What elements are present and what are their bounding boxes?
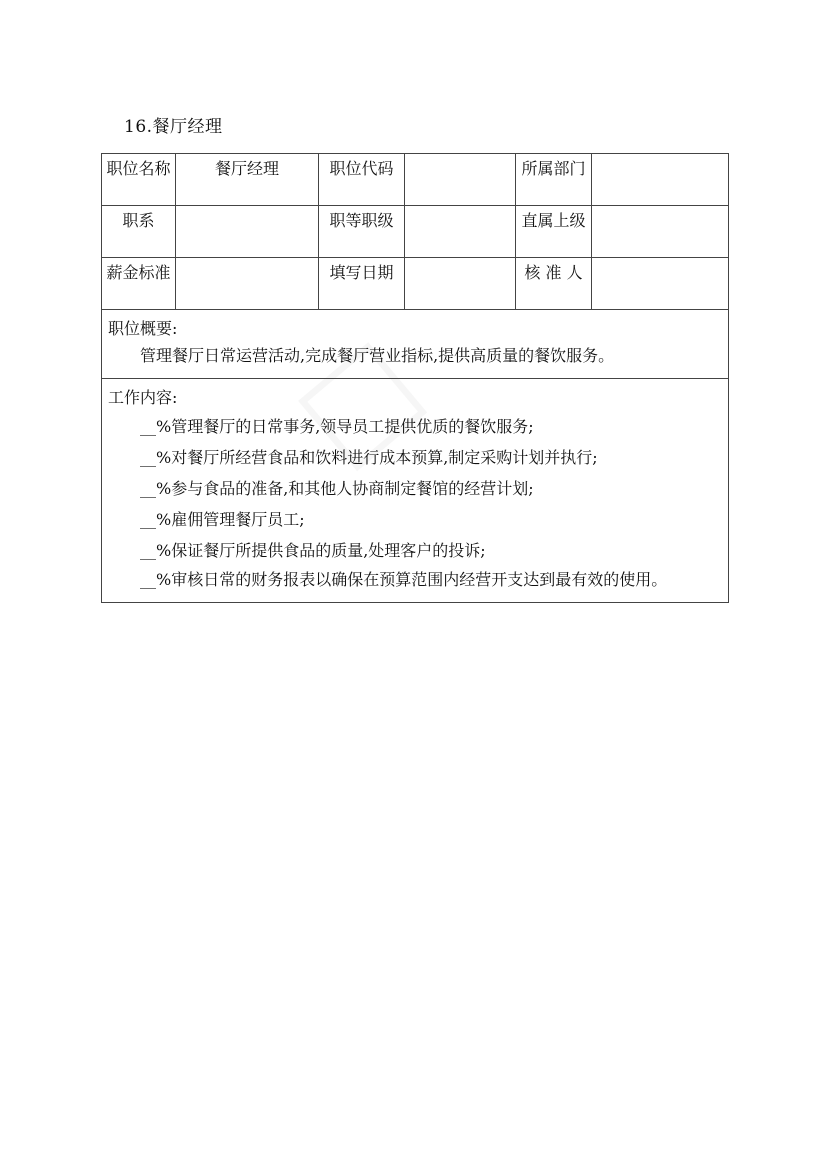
value-position-code	[405, 154, 516, 206]
value-grade-level	[405, 206, 516, 258]
value-position-name: 餐厅经理	[176, 154, 319, 206]
list-item: __%参与食品的准备,和其他人协商制定餐馆的经营计划;	[140, 479, 534, 498]
table-row	[102, 154, 729, 206]
label-grade-level: 职等职级	[319, 206, 405, 258]
work-heading: 工作内容:	[108, 388, 178, 407]
value-approver	[592, 258, 729, 310]
value-salary-standard	[176, 258, 319, 310]
label-job-family: 职系	[102, 206, 176, 258]
table-row	[102, 379, 729, 603]
label-position-name: 职位名称	[102, 154, 176, 206]
value-department	[592, 154, 729, 206]
table-row	[102, 206, 729, 258]
summary-section	[102, 310, 729, 379]
list-item: __%保证餐厅所提供食品的质量,处理客户的投诉;	[140, 541, 486, 560]
label-position-code: 职位代码	[319, 154, 405, 206]
table-row	[102, 258, 729, 310]
list-item: __%雇佣管理餐厅员工;	[140, 510, 305, 529]
list-item: __%管理餐厅的日常事务,领导员工提供优质的餐饮服务;	[140, 417, 534, 436]
list-item: __%审核日常的财务报表以确保在预算范围内经营开支达到最有效的使用。	[140, 570, 668, 589]
value-direct-supervisor	[592, 206, 729, 258]
job-description-table	[101, 153, 729, 603]
section-title: 16.餐厅经理	[124, 117, 223, 137]
summary-heading: 职位概要:	[108, 319, 178, 338]
label-department: 所属部门	[516, 154, 592, 206]
label-fill-date: 填写日期	[319, 258, 405, 310]
list-item: __%对餐厅所经营食品和饮料进行成本预算,制定采购计划并执行;	[140, 448, 598, 467]
table-row	[102, 310, 729, 379]
label-approver: 核 准 人	[516, 258, 592, 310]
value-job-family	[176, 206, 319, 258]
label-salary-standard: 薪金标准	[102, 258, 176, 310]
summary-text: 管理餐厅日常运营活动,完成餐厅营业指标,提供高质量的餐饮服务。	[140, 346, 615, 365]
label-direct-supervisor: 直属上级	[516, 206, 592, 258]
work-section	[102, 379, 729, 603]
value-fill-date	[405, 258, 516, 310]
